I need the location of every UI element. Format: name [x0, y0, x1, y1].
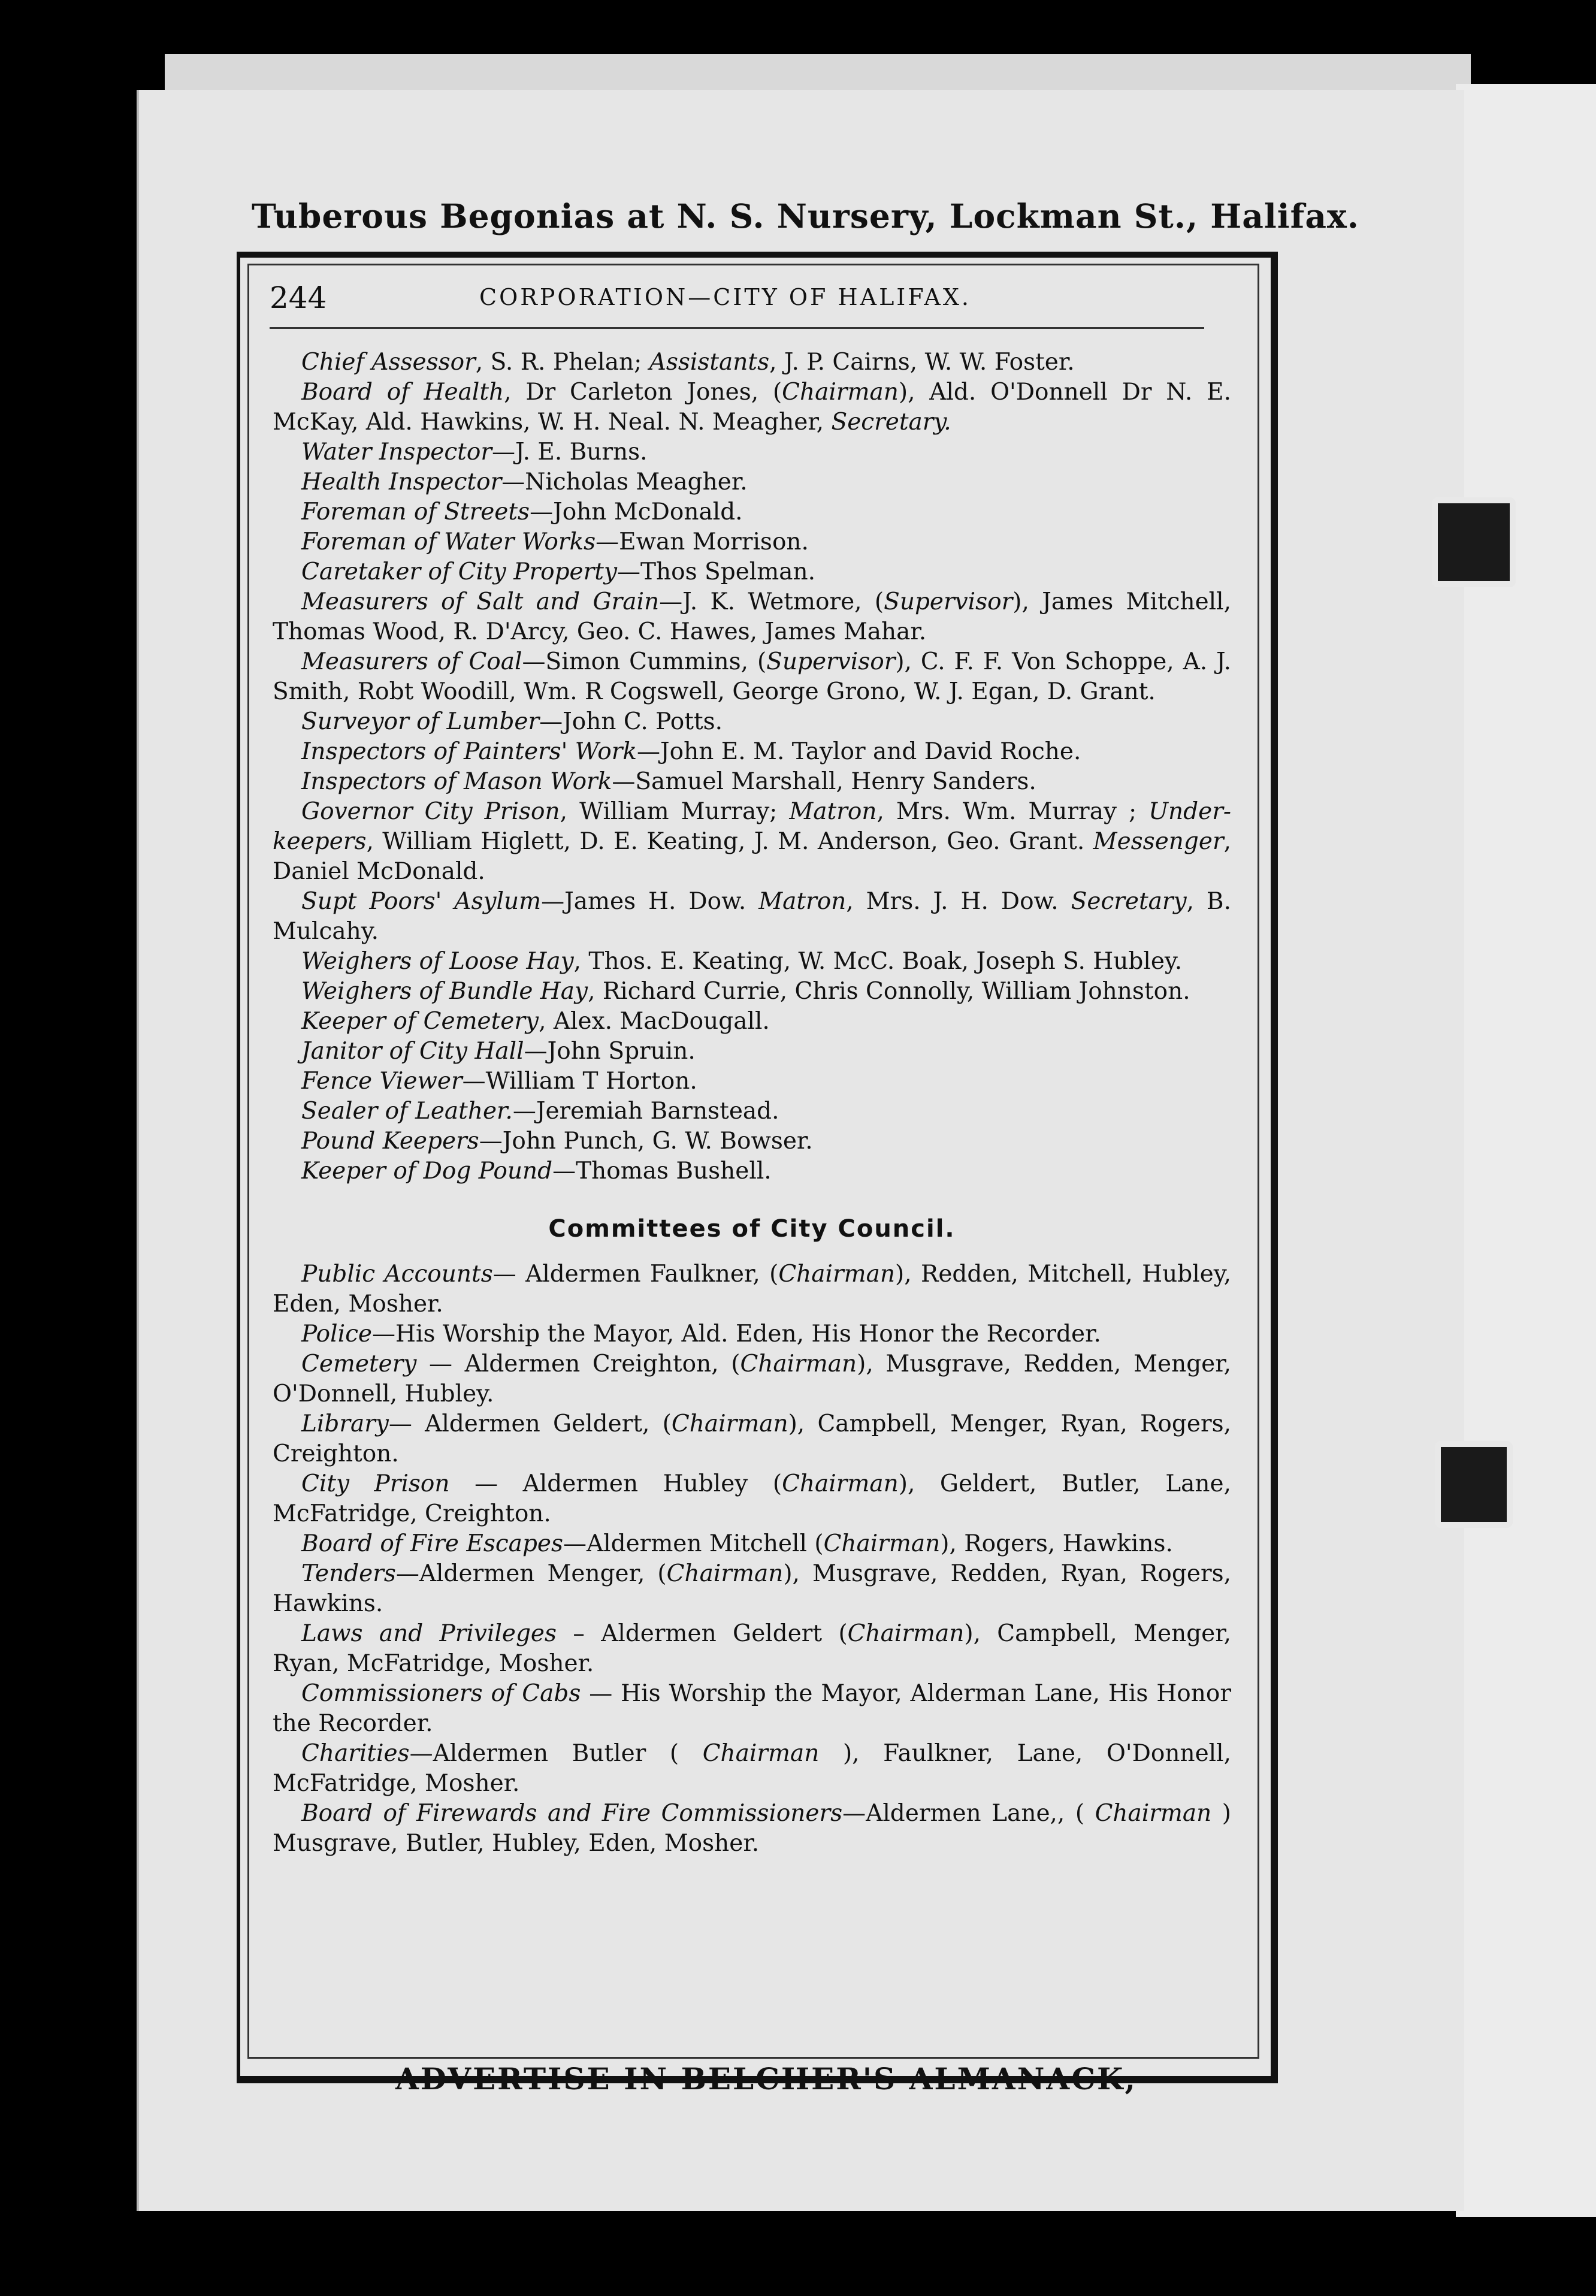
- entry-text: — Aldermen Creighton, (: [416, 1351, 740, 1377]
- entry-title: Water Inspector: [301, 439, 492, 466]
- entry-title: Governor City Prison: [301, 798, 560, 825]
- entry-text: — Aldermen Faulkner, (: [492, 1261, 779, 1288]
- entry-text: — Aldermen Hubley (: [449, 1470, 782, 1497]
- officer-entry: [273, 348, 1231, 377]
- officer-entry: [273, 377, 1231, 437]
- entry-text: ), Ald. O'Donnell Dr N. E. McKay, Ald. Hawkins, W. H. Neal. N. Meagher,: [273, 379, 1231, 436]
- committee-entry: [273, 1319, 1231, 1349]
- entry-text: —Jeremiah Barnstead.: [512, 1098, 779, 1125]
- entry-title: Foreman of Streets: [301, 499, 530, 525]
- committee-entry: [273, 1679, 1231, 1739]
- committee-entry: [273, 1469, 1231, 1529]
- entry-text: —Aldermen Mitchell (: [563, 1530, 824, 1557]
- entry-text: ), Faulkner, Lane, O'Donnell, McFatridge, Mosher.: [273, 1740, 1231, 1797]
- entry-title: Charities: [301, 1740, 410, 1767]
- entry-title: Chairman: [778, 1261, 896, 1288]
- entry-title: Weighers of Loose Hay: [301, 948, 574, 975]
- entry-text: ), Musgrave, Redden, Ryan, Rogers, Hawkins.: [273, 1560, 1231, 1617]
- entry-text: —J. K. Wetmore, (: [659, 588, 884, 615]
- entry-title: Measurers of Salt and Grain: [301, 588, 660, 615]
- committee-entry: [273, 1409, 1231, 1469]
- officer-entry: [273, 647, 1231, 707]
- directory-body: [273, 348, 1231, 1859]
- entry-title: Tenders: [301, 1560, 396, 1587]
- entry-text: , Dr Carleton Jones, (: [504, 379, 782, 406]
- entry-text: —Aldermen Menger, (: [395, 1560, 667, 1587]
- officer-entry: [273, 557, 1231, 587]
- advert-footer: ADVERTISE IN BELCHER'S ALMANACK,: [395, 2061, 1137, 2096]
- entry-title: Chairman: [740, 1351, 857, 1377]
- advert-header: Tuberous Begonias at N. S. Nursery, Lockman St., Halifax.: [252, 197, 1359, 235]
- officer-entry: [273, 977, 1231, 1007]
- entry-text: —John McDonald.: [530, 499, 743, 525]
- entry-title: City Prison: [301, 1470, 450, 1497]
- entry-text: —J. E. Burns.: [491, 439, 648, 466]
- entry-text: , B. Mulcahy.: [273, 888, 1231, 945]
- entry-text: , Alex. MacDougall.: [539, 1008, 770, 1035]
- entry-title: Keeper of Cemetery: [301, 1008, 539, 1035]
- entry-title: Commissioners of Cabs: [301, 1680, 581, 1707]
- entry-text: , Thos. E. Keating, W. McC. Boak, Joseph S. Hubley.: [573, 948, 1183, 975]
- entry-text: ), C. F. F. Von Schoppe, A. J. Smith, Robt Woodill, Wm. R Cogswell, George Grono, W. J. Egan, D. Grant.: [273, 648, 1232, 705]
- entry-title: Messenger: [1093, 828, 1224, 855]
- entry-title: Fence Viewer: [301, 1068, 463, 1095]
- entry-title: Secretary: [1071, 888, 1187, 915]
- committee-entry: [273, 1259, 1231, 1319]
- committee-entry: [273, 1559, 1231, 1619]
- running-head: CORPORATION—CITY OF HALIFAX.: [479, 284, 971, 310]
- entry-text: , S. R. Phelan;: [475, 349, 649, 376]
- entry-text: —William T Horton.: [462, 1068, 697, 1095]
- entry-title: Chairman: [1095, 1800, 1212, 1827]
- entry-title: Chairman: [702, 1740, 820, 1767]
- entry-text: —John E. M. Taylor and David Roche.: [637, 738, 1081, 765]
- entry-text: ), Campbell, Menger, Ryan, Rogers, Creighton.: [273, 1410, 1231, 1467]
- entry-title: Cemetery: [301, 1351, 417, 1377]
- entry-title: Health Inspector: [301, 469, 502, 496]
- committees-list: [273, 1259, 1231, 1859]
- entry-text: —His Worship the Mayor, Ald. Eden, His Honor the Recorder.: [372, 1321, 1101, 1348]
- entry-text: —Aldermen Butler (: [409, 1740, 703, 1767]
- entry-text: —Samuel Marshall, Henry Sanders.: [612, 768, 1036, 795]
- entry-text: —John Punch, G. W. Bowser.: [479, 1128, 813, 1155]
- entry-title: Public Accounts: [301, 1261, 493, 1288]
- committee-entry: [273, 1619, 1231, 1679]
- officer-entry: [273, 1037, 1231, 1067]
- officer-entry: [273, 587, 1231, 647]
- entry-text: , William Murray;: [560, 798, 790, 825]
- entry-title: Board of Fire Escapes: [301, 1530, 563, 1557]
- entry-title: Chief Assessor: [301, 349, 476, 376]
- entry-text: , Mrs. J. H. Dow.: [846, 888, 1071, 915]
- entry-text: —Simon Cummins, (: [522, 648, 767, 675]
- entry-text: —Aldermen Lane,, (: [842, 1800, 1095, 1827]
- entry-text: ) Musgrave, Butler, Hubley, Eden, Mosher.: [273, 1800, 1231, 1857]
- entry-title: Caretaker of City Property: [301, 558, 617, 585]
- entry-title: Board of Firewards and Fire Commissioners: [301, 1800, 843, 1827]
- officer-entry: [273, 947, 1231, 977]
- page-number: 244: [270, 280, 327, 315]
- entry-title: Under-keepers: [273, 798, 1232, 855]
- officers-list: [273, 348, 1231, 1186]
- officer-entry: [273, 1007, 1231, 1037]
- officer-entry: [273, 797, 1231, 887]
- officer-entry: [273, 1096, 1231, 1126]
- entry-title: Board of Health: [301, 379, 504, 406]
- entry-text: ), Musgrave, Redden, Menger, O'Donnell, Hubley.: [273, 1351, 1231, 1407]
- entry-title: Janitor of City Hall: [301, 1038, 524, 1065]
- facing-page: [1456, 84, 1596, 2217]
- entry-text: ), Rogers, Hawkins.: [940, 1530, 1173, 1557]
- entry-title: Inspectors of Mason Work: [301, 768, 612, 795]
- entry-text: —Ewan Morrison.: [596, 528, 809, 555]
- officer-entry: [273, 527, 1231, 557]
- page-header: [270, 280, 1204, 322]
- entry-text: , Mrs. Wm. Murray ;: [876, 798, 1149, 825]
- officer-entry: [273, 767, 1231, 797]
- entry-title: Keeper of Dog Pound: [301, 1158, 553, 1185]
- committee-entry: [273, 1799, 1231, 1859]
- entry-title: Measurers of Coal: [301, 648, 522, 675]
- binding-clip-top: [1432, 497, 1516, 587]
- entry-title: Supervisor: [766, 648, 896, 675]
- entry-title: Laws and Privileges: [301, 1620, 557, 1647]
- entry-title: Chairman: [847, 1620, 965, 1647]
- entry-title: Matron: [758, 888, 847, 915]
- binding-clip-bottom: [1435, 1441, 1513, 1528]
- entry-text: —Thomas Bushell.: [552, 1158, 772, 1185]
- officer-entry: [273, 887, 1231, 947]
- officer-entry: [273, 437, 1231, 467]
- entry-title: Secretary.: [831, 409, 951, 436]
- entry-title: Assistants: [649, 349, 770, 376]
- officer-entry: [273, 737, 1231, 767]
- entry-text: —Nicholas Meagher.: [501, 469, 748, 496]
- entry-text: , Daniel McDonald.: [273, 828, 1231, 885]
- officer-entry: [273, 1067, 1231, 1096]
- entry-text: —John C. Potts.: [539, 708, 723, 735]
- entry-text: ), James Mitchell, Thomas Wood, R. D'Arcy, Geo. C. Hawes, James Mahar.: [273, 588, 1231, 645]
- officer-entry: [273, 497, 1231, 527]
- entry-title: Library: [301, 1410, 389, 1437]
- entry-text: , J. P. Cairns, W. W. Foster.: [769, 349, 1075, 376]
- entry-text: ), Geldert, Butler, Lane, McFatridge, Creighton.: [273, 1470, 1231, 1527]
- entry-title: Surveyor of Lumber: [301, 708, 540, 735]
- entry-text: , Richard Currie, Chris Connolly, William Johnston.: [588, 978, 1190, 1005]
- officer-entry: [273, 1156, 1231, 1186]
- entry-text: , William Higlett, D. E. Keating, J. M. Anderson, Geo. Grant.: [366, 828, 1093, 855]
- entry-text: — His Worship the Mayor, Alderman Lane, His Honor the Recorder.: [273, 1680, 1232, 1737]
- officer-entry: [273, 1126, 1231, 1156]
- entry-title: Sealer of Leather.: [301, 1098, 513, 1125]
- entry-title: Chairman: [666, 1560, 784, 1587]
- entry-text: —John Spruin.: [524, 1038, 696, 1065]
- entry-text: ), Campbell, Menger, Ryan, McFatridge, Mosher.: [273, 1620, 1231, 1677]
- entry-title: Chairman: [782, 1470, 899, 1497]
- entry-title: Inspectors of Painters' Work: [301, 738, 637, 765]
- entry-title: Police: [301, 1321, 373, 1348]
- entry-text: — Aldermen Geldert, (: [388, 1410, 672, 1437]
- entry-title: Foreman of Water Works: [301, 528, 596, 555]
- committee-entry: [273, 1529, 1231, 1559]
- entry-title: Chairman: [823, 1530, 941, 1557]
- entry-text: —Thos Spelman.: [616, 558, 815, 585]
- entry-title: Chairman: [671, 1410, 788, 1437]
- committee-entry: [273, 1349, 1231, 1409]
- entry-title: Supervisor: [884, 588, 1013, 615]
- officer-entry: [273, 467, 1231, 497]
- entry-text: – Aldermen Geldert (: [557, 1620, 848, 1647]
- entry-text: ), Redden, Mitchell, Hubley, Eden, Mosher.: [273, 1261, 1231, 1318]
- committees-heading: Committees of City Council.: [548, 1215, 956, 1243]
- entry-title: Supt Poors' Asylum: [301, 888, 542, 915]
- entry-text: —James H. Dow.: [541, 888, 759, 915]
- entry-title: Weighers of Bundle Hay: [301, 978, 588, 1005]
- committee-entry: [273, 1739, 1231, 1799]
- entry-title: Pound Keepers: [301, 1128, 479, 1155]
- officer-entry: [273, 707, 1231, 737]
- entry-title: Chairman: [782, 379, 899, 406]
- entry-title: Matron: [789, 798, 877, 825]
- header-rule: [270, 327, 1204, 329]
